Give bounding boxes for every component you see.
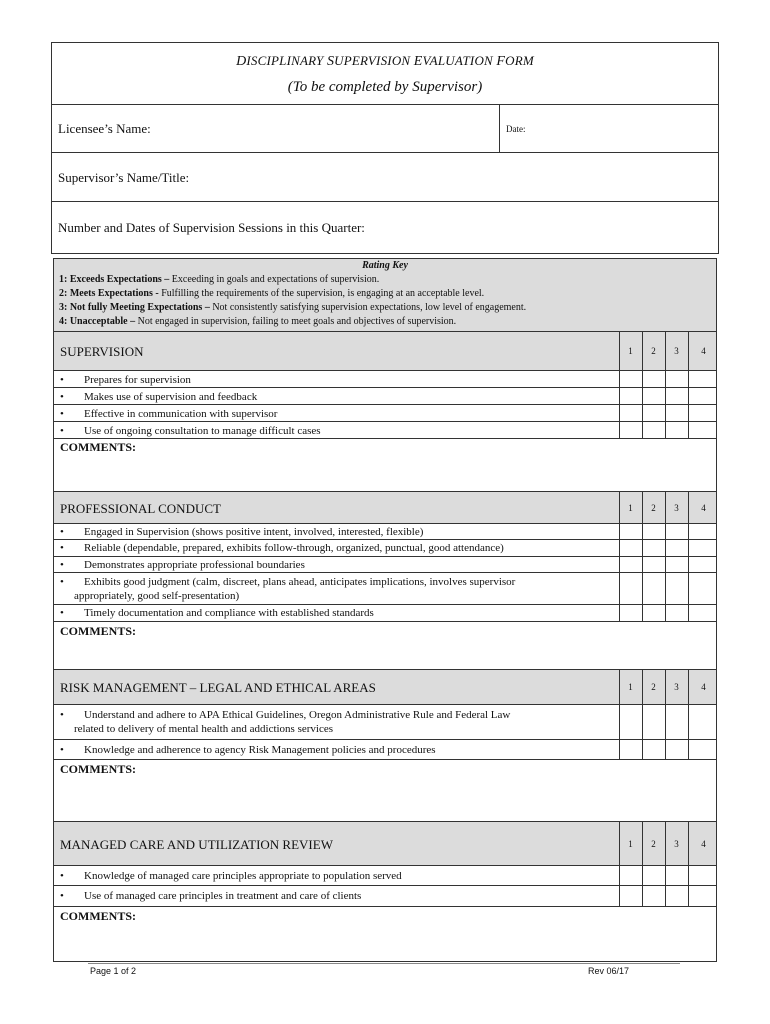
rating-checkbox[interactable] xyxy=(665,405,688,421)
rating-checkbox[interactable] xyxy=(642,371,665,387)
section-title: SUPERVISION xyxy=(60,344,144,359)
section-header-managed-care xyxy=(54,821,716,866)
section-title: RISK MANAGEMENT – LEGAL AND ETHICAL AREAS xyxy=(60,680,376,695)
rating-key xyxy=(54,259,716,332)
table-row xyxy=(54,557,716,573)
item-text: • Use of managed care principles in treatment and care of clients xyxy=(60,890,362,902)
item-text: • Prepares for supervision xyxy=(60,374,191,386)
rating-checkbox[interactable] xyxy=(619,388,642,404)
rating-checkbox[interactable] xyxy=(642,705,665,739)
rating-key-item: 2: Meets Expectations - Fulfilling the requirements of the supervision, is engaging at an acceptable level. xyxy=(59,288,485,299)
sessions-row[interactable] xyxy=(52,202,718,254)
item-text: • Timely documentation and compliance with established standards xyxy=(60,607,374,619)
rating-checkbox[interactable] xyxy=(642,740,665,759)
rating-checkbox[interactable] xyxy=(619,524,642,539)
rating-checkbox[interactable] xyxy=(619,422,642,438)
item-text: • Knowledge and adherence to agency Risk Management policies and procedures xyxy=(60,744,436,756)
licensee-row[interactable] xyxy=(52,105,718,153)
rating-checkbox[interactable] xyxy=(642,573,665,604)
rating-checkbox[interactable] xyxy=(665,605,688,621)
form-title: DISCIPLINARY SUPERVISION EVALUATION FORM xyxy=(236,53,534,69)
licensee-name-label: Licensee’s Name: xyxy=(58,121,151,136)
rating-col-1: 1 xyxy=(619,822,641,865)
rating-checkbox[interactable] xyxy=(688,388,718,404)
comments-label: COMMENTS: xyxy=(60,762,136,776)
rating-checkbox[interactable] xyxy=(665,705,688,739)
rating-checkbox[interactable] xyxy=(688,405,718,421)
rating-checkbox[interactable] xyxy=(619,605,642,621)
rating-col-3: 3 xyxy=(665,822,687,865)
revision-label: Rev 06/17 xyxy=(588,966,630,976)
rating-checkbox[interactable] xyxy=(642,524,665,539)
date-field[interactable] xyxy=(499,105,526,152)
section-header-professional-conduct xyxy=(54,491,716,524)
sessions-label: Number and Dates of Supervision Sessions in this Quarter: xyxy=(58,220,365,235)
rating-checkbox[interactable] xyxy=(619,557,642,572)
rating-checkbox[interactable] xyxy=(688,705,718,739)
rating-key-item: 3: Not fully Meeting Expectations – Not consistently satisfying supervision expectations, low level of engagement. xyxy=(59,302,527,313)
rating-col-3: 3 xyxy=(665,332,687,370)
footer-divider xyxy=(88,963,680,964)
rating-checkbox[interactable] xyxy=(665,557,688,572)
table-row xyxy=(54,524,716,540)
rating-col-1: 1 xyxy=(619,332,641,370)
rating-col-2: 2 xyxy=(642,332,664,370)
rating-checkbox[interactable] xyxy=(619,866,642,885)
section-title: PROFESSIONAL CONDUCT xyxy=(60,501,221,516)
rating-checkbox[interactable] xyxy=(619,886,642,906)
rating-checkbox[interactable] xyxy=(642,557,665,572)
rating-checkbox[interactable] xyxy=(665,422,688,438)
rating-checkbox[interactable] xyxy=(642,405,665,421)
rating-checkbox[interactable] xyxy=(688,524,718,539)
item-text: • Exhibits good judgment (calm, discreet, plans ahead, anticipates implications, involves supervisor appropriately, good self-presentation) xyxy=(60,576,516,602)
section-title: MANAGED CARE AND UTILIZATION REVIEW xyxy=(60,837,333,852)
item-text: • Engaged in Supervision (shows positive intent, involved, interested, flexible) xyxy=(60,526,424,538)
rating-checkbox[interactable] xyxy=(688,422,718,438)
comments-label: COMMENTS: xyxy=(60,624,136,638)
rating-checkbox[interactable] xyxy=(665,388,688,404)
rating-col-4: 4 xyxy=(688,822,718,865)
supervisor-row[interactable] xyxy=(52,153,718,202)
rating-checkbox[interactable] xyxy=(619,405,642,421)
section-header-risk-management xyxy=(54,669,716,705)
rating-col-2: 2 xyxy=(642,492,664,523)
comments-label: COMMENTS: xyxy=(60,440,136,454)
rating-checkbox[interactable] xyxy=(665,740,688,759)
item-text: • Demonstrates appropriate professional boundaries xyxy=(60,559,305,571)
rating-checkbox[interactable] xyxy=(642,605,665,621)
header-table xyxy=(51,42,719,254)
title-row xyxy=(52,43,718,105)
rating-checkbox[interactable] xyxy=(619,371,642,387)
rating-checkbox[interactable] xyxy=(688,557,718,572)
rating-key-item: 1: Exceeds Expectations – Exceeding in goals and expectations of supervision. xyxy=(59,274,380,285)
supervisor-name-label: Supervisor’s Name/Title: xyxy=(58,170,190,185)
section-header-supervision xyxy=(54,331,716,371)
table-row xyxy=(54,405,716,422)
rating-checkbox[interactable] xyxy=(665,886,688,906)
rating-checkbox[interactable] xyxy=(688,540,718,556)
rating-col-4: 4 xyxy=(688,670,718,704)
rating-checkbox[interactable] xyxy=(642,886,665,906)
rating-checkbox[interactable] xyxy=(688,605,718,621)
rating-checkbox[interactable] xyxy=(642,388,665,404)
rating-col-2: 2 xyxy=(642,822,664,865)
rating-checkbox[interactable] xyxy=(688,573,718,604)
table-row xyxy=(54,371,716,388)
rating-checkbox[interactable] xyxy=(688,371,718,387)
rating-checkbox[interactable] xyxy=(665,524,688,539)
rating-checkbox[interactable] xyxy=(665,540,688,556)
rating-col-4: 4 xyxy=(688,492,718,523)
rating-checkbox[interactable] xyxy=(642,540,665,556)
date-label: Date: xyxy=(506,124,526,134)
form-subtitle: (To be completed by Supervisor) xyxy=(287,79,483,95)
page-number: Page 1 of 2 xyxy=(90,966,137,976)
comments-label: COMMENTS: xyxy=(60,909,136,923)
rating-key-title: Rating Key xyxy=(362,260,408,271)
table-row xyxy=(54,740,716,760)
rating-checkbox[interactable] xyxy=(688,740,718,759)
rating-checkbox[interactable] xyxy=(665,573,688,604)
evaluation-table xyxy=(53,258,717,962)
item-text: • Reliable (dependable, prepared, exhibits follow-through, organized, punctual, good attendance) xyxy=(60,542,504,554)
rating-checkbox[interactable] xyxy=(688,866,718,885)
rating-checkbox[interactable] xyxy=(665,371,688,387)
item-text: • Understand and adhere to APA Ethical Guidelines, Oregon Administrative Rule and Federal Law related to delivery of mental health and addictions services xyxy=(60,709,511,735)
rating-checkbox[interactable] xyxy=(642,422,665,438)
table-row xyxy=(54,866,716,886)
rating-checkbox[interactable] xyxy=(619,573,642,604)
rating-key-item: 4: Unacceptable – Not engaged in supervision, failing to meet goals and objectives of supervision. xyxy=(59,316,457,327)
rating-checkbox[interactable] xyxy=(619,740,642,759)
rating-col-4: 4 xyxy=(688,332,718,370)
rating-col-2: 2 xyxy=(642,670,664,704)
table-row xyxy=(54,540,716,557)
table-row xyxy=(54,422,716,439)
item-text: • Makes use of supervision and feedback xyxy=(60,391,258,403)
table-row xyxy=(54,886,716,907)
rating-checkbox[interactable] xyxy=(688,886,718,906)
item-text: • Knowledge of managed care principles appropriate to population served xyxy=(60,870,402,882)
rating-col-3: 3 xyxy=(665,492,687,523)
item-text: • Effective in communication with supervisor xyxy=(60,408,278,420)
rating-checkbox[interactable] xyxy=(619,705,642,739)
rating-checkbox[interactable] xyxy=(619,540,642,556)
table-row xyxy=(54,705,716,740)
table-row xyxy=(54,388,716,405)
rating-col-1: 1 xyxy=(619,492,641,523)
rating-checkbox[interactable] xyxy=(642,866,665,885)
table-row xyxy=(54,605,716,622)
item-text: • Use of ongoing consultation to manage difficult cases xyxy=(60,425,321,437)
rating-col-3: 3 xyxy=(665,670,687,704)
rating-col-1: 1 xyxy=(619,670,641,704)
rating-checkbox[interactable] xyxy=(665,866,688,885)
table-row xyxy=(54,573,716,605)
